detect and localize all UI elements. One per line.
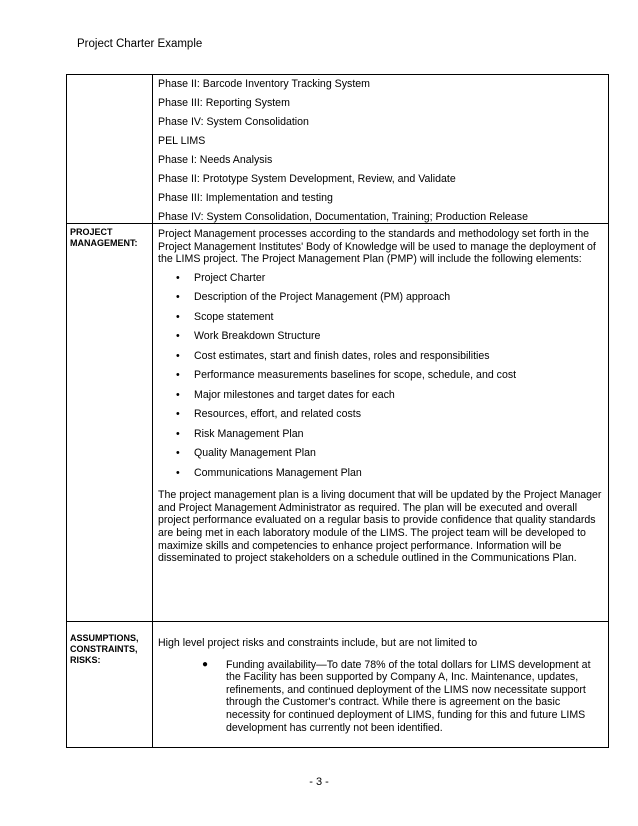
list-item: • Communications Management Plan <box>158 464 604 484</box>
bullet-icon: • <box>176 427 180 440</box>
pm-closing-paragraph: The project management plan is a living document that will be updated by the Project Manager and Project Management Administrator as required. The plan will be executed and overall project performance evaluated on a regular basis to provide confidence that quality standards are being met in each laboratory module of the LIMS. The project team will be developed to maximize skills and competencies to enhance project performance. Information will be disseminated to project stakeholders on a schedule outlined in the Communications Plan. <box>158 489 602 565</box>
pm-intro: Project Management processes according to the standards and methodology set forth in the Project Management Institutes' Body of Knowledge will be used to manage the deployment of the LIMS project. The Project Management Plan (PMP) will include the following elements: <box>158 228 596 266</box>
risks-intro: High level project risks and constraints include, but are not limited to <box>158 637 478 649</box>
list-item: • Cost estimates, start and finish dates, roles and responsibilities <box>158 347 604 367</box>
bullet-icon: • <box>176 310 180 323</box>
list-item: • Risk Management Plan <box>158 425 604 445</box>
bullet-icon: • <box>176 291 180 304</box>
bullet-icon: • <box>176 271 180 284</box>
phase-line: PEL LIMS <box>158 135 206 147</box>
phase-line: Phase I: Needs Analysis <box>158 154 273 166</box>
phases-content <box>153 75 608 223</box>
project-management-content <box>153 224 608 621</box>
list-item: • Description of the Project Management (PM) approach <box>158 288 604 308</box>
document-header: Project Charter Example <box>77 38 203 50</box>
project-management-label: PROJECT MANAGEMENT: <box>67 224 153 621</box>
charter-table <box>66 74 609 748</box>
bullet-icon: ● <box>202 658 209 670</box>
list-item: • Quality Management Plan <box>158 444 604 464</box>
list-item: • Resources, effort, and related costs <box>158 405 604 425</box>
assumptions-label: ASSUMPTIONS, CONSTRAINTS, RISKS: <box>67 622 153 747</box>
phase-line: Phase II: Prototype System Development, Review, and Validate <box>158 173 456 185</box>
phase-line: Phase II: Barcode Inventory Tracking System <box>158 78 370 90</box>
bullet-icon: • <box>176 447 180 460</box>
pm-elements-list <box>158 269 604 484</box>
bullet-icon: • <box>176 388 180 401</box>
phases-row <box>67 75 608 223</box>
list-item: • Major milestones and target dates for each <box>158 386 604 406</box>
phase-line: Phase III: Reporting System <box>158 97 290 109</box>
bullet-icon: • <box>176 349 180 362</box>
phase-line: Phase III: Implementation and testing <box>158 192 333 204</box>
list-item: • Scope statement <box>158 308 604 328</box>
phases-label-cell <box>67 75 153 223</box>
page-number: - 3 - <box>309 776 329 788</box>
list-item: • Work Breakdown Structure <box>158 327 604 347</box>
phase-line: Phase IV: System Consolidation, Documentation, Training; Production Release <box>158 211 528 223</box>
assumptions-row <box>67 621 608 747</box>
list-item: • Project Charter <box>158 269 604 289</box>
list-item: • Performance measurements baselines for scope, schedule, and cost <box>158 366 604 386</box>
bullet-icon: • <box>176 408 180 421</box>
assumptions-content <box>153 622 608 747</box>
list-item <box>158 659 604 735</box>
bullet-icon: • <box>176 466 180 479</box>
project-management-row <box>67 223 608 621</box>
bullet-icon: • <box>176 369 180 382</box>
risk-text: Funding availability—To date 78% of the total dollars for LIMS development at the Facility has been supported by Company A, Inc. Maintenance, updates, refinements, and continued deployment of the LIMS now necessitate support through the Customer's contract. While there is agreement on the basic necessity for continued deployment of LIMS, funding for this and future LIMS development has currently not been identified. <box>226 658 591 734</box>
phase-line: Phase IV: System Consolidation <box>158 116 309 128</box>
bullet-icon: • <box>176 330 180 343</box>
